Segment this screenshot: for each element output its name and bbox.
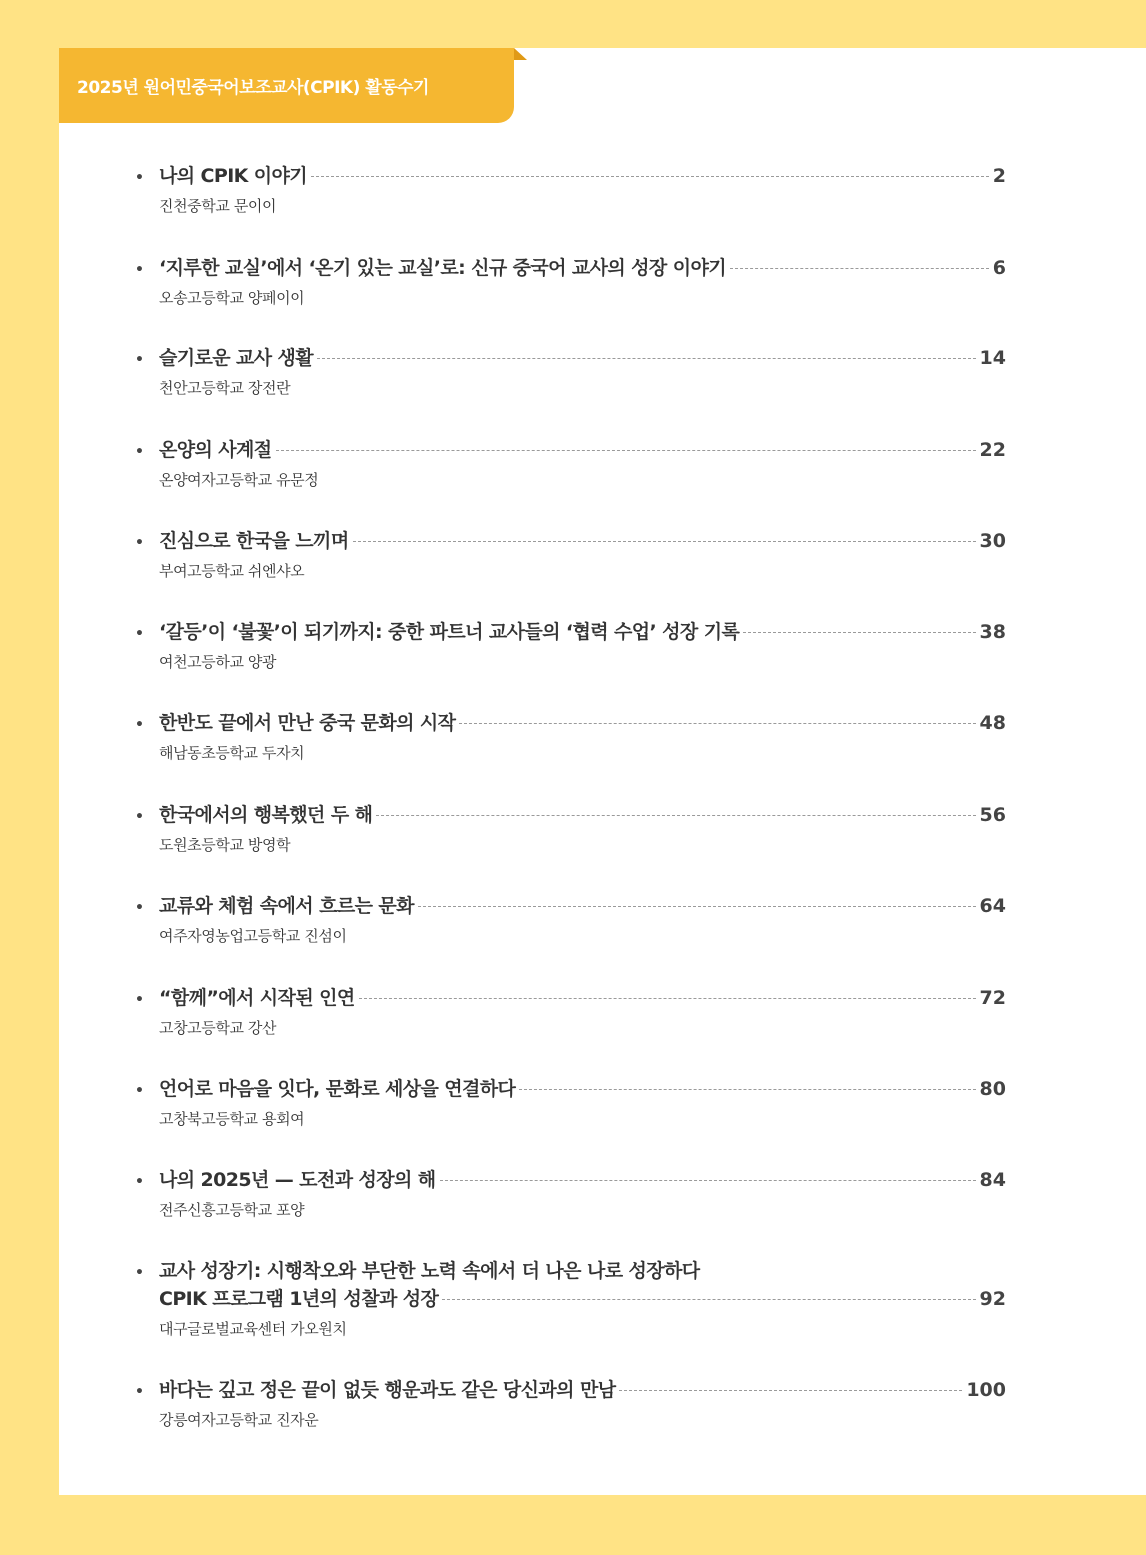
dotted-leader xyxy=(459,723,975,724)
entry-page-number[interactable]: 92 xyxy=(979,1288,1006,1310)
toc-entry[interactable] xyxy=(135,526,1006,581)
toc-entry[interactable] xyxy=(135,343,1006,398)
entry-title[interactable]: 온양의 사계절 xyxy=(159,439,272,461)
bullet-icon: • xyxy=(135,1083,144,1099)
entry-author: 부여고등학교 쉬엔샤오 xyxy=(159,562,305,580)
toc-entry[interactable] xyxy=(135,617,1006,672)
entry-title[interactable]: 한반도 끝에서 만난 중국 문화의 시작 xyxy=(159,712,456,734)
bullet-icon: • xyxy=(135,262,144,278)
bullet-icon: • xyxy=(135,1384,144,1400)
dotted-leader xyxy=(442,1299,975,1300)
entry-subtitle[interactable]: CPIK 프로그램 1년의 성찰과 성장 xyxy=(159,1288,439,1310)
entry-page-number[interactable]: 2 xyxy=(992,165,1006,187)
entry-page-number[interactable]: 72 xyxy=(979,987,1006,1009)
dotted-leader xyxy=(276,450,976,451)
toc-entry[interactable] xyxy=(135,1165,1006,1220)
bullet-icon: • xyxy=(135,992,144,1008)
entry-page-number[interactable]: 84 xyxy=(979,1169,1006,1191)
header-title: 2025년 원어민중국어보조교사(CPIK) 활동수기 xyxy=(77,78,429,98)
bullet-icon: • xyxy=(135,535,144,551)
entry-author: 도원초등학교 방영학 xyxy=(159,836,291,854)
entry-page-number[interactable]: 6 xyxy=(992,257,1006,279)
entry-title[interactable]: 바다는 깊고 정은 끝이 없듯 행운과도 같은 당신과의 만남 xyxy=(159,1379,616,1401)
entry-page-number[interactable]: 48 xyxy=(979,712,1006,734)
entry-page-number[interactable]: 56 xyxy=(979,804,1006,826)
entry-page-number[interactable]: 22 xyxy=(979,439,1006,461)
entry-title[interactable]: ‘갈등’이 ‘불꽃’이 되기까지: 중한 파트너 교사들의 ‘협력 수업’ 성장 기록 xyxy=(159,621,740,643)
header-tab-fold xyxy=(514,48,527,60)
dotted-leader xyxy=(619,1390,962,1391)
toc-entry[interactable] xyxy=(135,983,1006,1038)
bullet-icon: • xyxy=(135,1174,144,1190)
toc-entry[interactable] xyxy=(135,253,1006,308)
toc-entry[interactable] xyxy=(135,435,1006,490)
entry-author: 온양여자고등학교 유문정 xyxy=(159,471,319,489)
entry-title[interactable]: 교류와 체험 속에서 흐르는 문화 xyxy=(159,895,414,917)
toc-entry[interactable] xyxy=(135,800,1006,855)
entry-title[interactable]: 진심으로 한국을 느끼며 xyxy=(159,530,349,552)
entry-author: 오송고등학교 양페이이 xyxy=(159,289,305,307)
bullet-icon: • xyxy=(135,900,144,916)
entry-title[interactable]: 교사 성장기: 시행착오와 부단한 노력 속에서 더 나은 나로 성장하다 xyxy=(159,1260,700,1282)
entry-author: 진천중학교 문이이 xyxy=(159,197,277,215)
entry-title[interactable]: 언어로 마음을 잇다, 문화로 세상을 연결하다 xyxy=(159,1078,516,1100)
entry-title[interactable]: “함께”에서 시작된 인연 xyxy=(159,987,355,1009)
toc-entry[interactable] xyxy=(135,1375,1006,1430)
entry-author: 천안고등학교 장전란 xyxy=(159,379,291,397)
dotted-leader xyxy=(376,815,975,816)
entry-page-number[interactable]: 100 xyxy=(966,1379,1006,1401)
toc-entry[interactable] xyxy=(135,161,1006,216)
entry-author: 대구글로벌교육센터 가오원치 xyxy=(159,1320,347,1338)
entry-page-number[interactable]: 38 xyxy=(979,621,1006,643)
toc-entry[interactable] xyxy=(135,708,1006,763)
dotted-leader xyxy=(730,268,989,269)
entry-page-number[interactable]: 30 xyxy=(979,530,1006,552)
dotted-leader xyxy=(317,358,975,359)
dotted-leader xyxy=(311,176,989,177)
toc-entry[interactable] xyxy=(135,1256,1006,1339)
entry-author: 해남동초등학교 두자치 xyxy=(159,744,305,762)
entry-page-number[interactable]: 14 xyxy=(979,347,1006,369)
bullet-icon: • xyxy=(135,626,144,642)
dotted-leader xyxy=(353,541,976,542)
entry-title[interactable]: 한국에서의 행복했던 두 해 xyxy=(159,804,373,826)
bullet-icon: • xyxy=(135,352,144,368)
bullet-icon: • xyxy=(135,170,144,186)
dotted-leader xyxy=(440,1180,976,1181)
dotted-leader xyxy=(743,632,975,633)
header-tab xyxy=(59,48,514,123)
toc-entry[interactable] xyxy=(135,891,1006,946)
dotted-leader xyxy=(418,906,976,907)
bullet-icon: • xyxy=(135,809,144,825)
entry-author: 전주신흥고등학교 포양 xyxy=(159,1201,305,1219)
entry-author: 고창고등학교 강산 xyxy=(159,1019,277,1037)
dotted-leader xyxy=(359,998,976,999)
entry-title[interactable]: 나의 CPIK 이야기 xyxy=(159,165,308,187)
entry-title[interactable]: ‘지루한 교실’에서 ‘온기 있는 교실’로: 신규 중국어 교사의 성장 이야기 xyxy=(159,257,726,279)
entry-page-number[interactable]: 64 xyxy=(979,895,1006,917)
entry-author: 여천고등하교 양광 xyxy=(159,653,277,671)
entry-author: 고창북고등학교 용회여 xyxy=(159,1110,305,1128)
toc-entry[interactable] xyxy=(135,1074,1006,1129)
entry-title[interactable]: 슬기로운 교사 생활 xyxy=(159,347,314,369)
entry-author: 여주자영농업고등학교 진섬이 xyxy=(159,927,347,945)
bullet-icon: • xyxy=(135,717,144,733)
entry-page-number[interactable]: 80 xyxy=(979,1078,1006,1100)
bullet-icon: • xyxy=(135,1265,144,1281)
bullet-icon: • xyxy=(135,444,144,460)
dotted-leader xyxy=(519,1089,975,1090)
entry-author: 강릉여자고등학교 진자운 xyxy=(159,1411,319,1429)
entry-title[interactable]: 나의 2025년 — 도전과 성장의 해 xyxy=(159,1169,436,1191)
